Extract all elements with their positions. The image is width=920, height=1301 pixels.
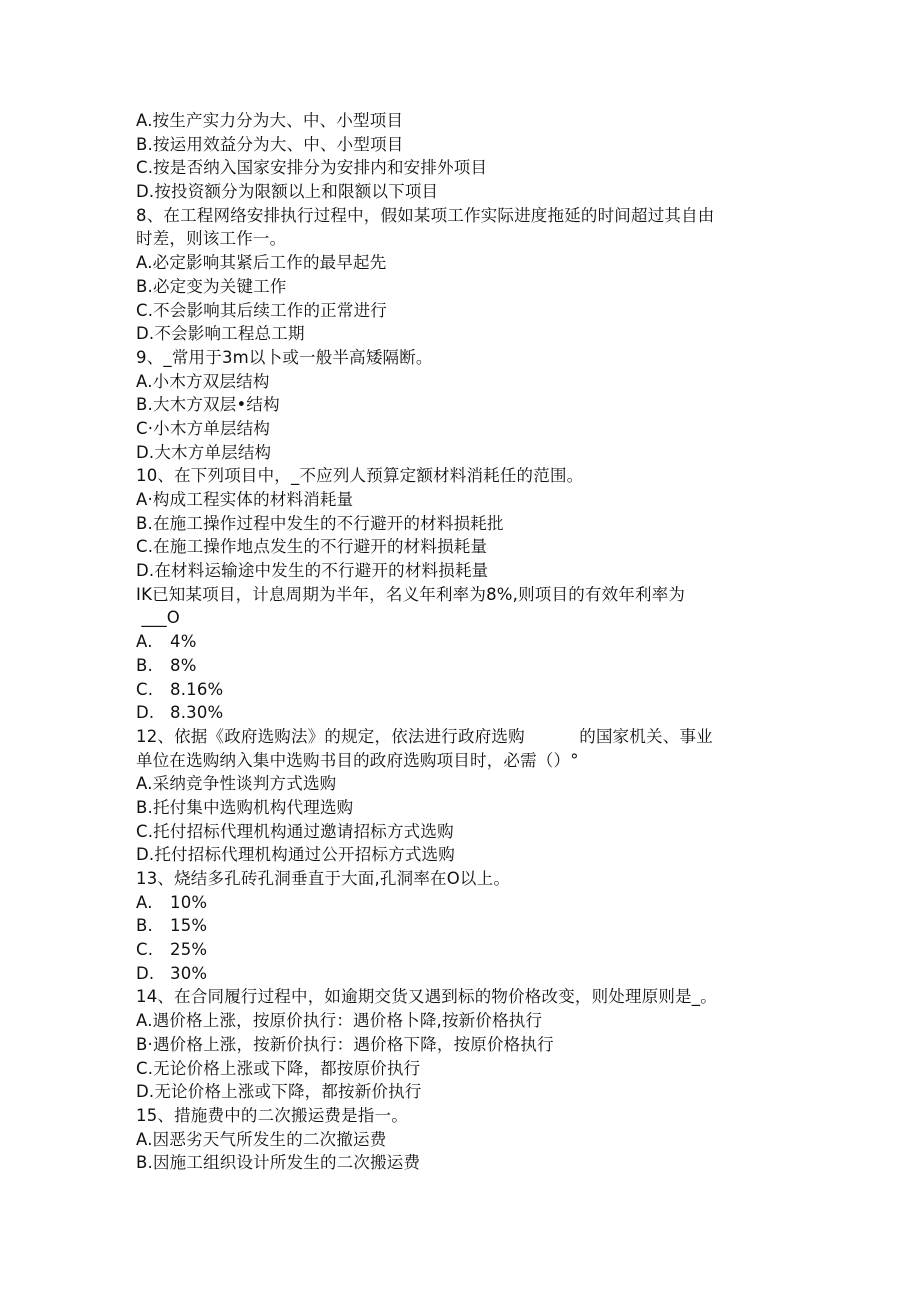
text-line: A.按生产实力分为大、中、小型项目: [136, 111, 404, 130]
option-row: [136, 701, 796, 725]
text-line: D.不会影响工程总工期: [136, 324, 305, 344]
text-line: C.无论价格上涨或下降，都按原价执行: [136, 1058, 421, 1078]
option-value: 10%: [170, 892, 208, 912]
question-8-stem: 8、在工程网络安排执行过程中，假如某项工作实际进度拖延的时间超过其自由: [136, 205, 715, 225]
option-letter: D.: [136, 703, 155, 723]
text-line: A.必定影响其紧后工作的最早起先: [136, 253, 387, 273]
option-value: 15%: [170, 916, 208, 936]
text-line: D.按投资额分为限额以上和限额以下项目: [136, 182, 439, 202]
question-14-stem: 14、在合同履行过程中，如逾期交货又遇到标的物价格改变，则处理原则是_。: [136, 987, 717, 1007]
text-line: B.在施工操作过程中发生的不行避开的材料损耗批: [136, 513, 504, 533]
question-8-stem-cont: 时差，则该工作一。: [136, 229, 287, 249]
option-value: 8.16%: [170, 679, 224, 699]
document-body: [136, 109, 796, 1175]
text-line: D.无论价格上涨或下降，都按新价执行: [136, 1082, 422, 1102]
text-line: A·构成工程实体的材料消耗量: [136, 490, 354, 509]
option-letter: B.: [136, 916, 153, 936]
option-row: [136, 914, 796, 938]
text-line: B.托付集中选购机构代理选购: [136, 797, 354, 817]
text-line: A.采纳竞争性谈判方式选购: [136, 774, 337, 794]
text-line: C.在施工操作地点发生的不行避开的材料损耗量: [136, 537, 488, 557]
option-value: 8%: [170, 655, 197, 675]
option-letter: C.: [136, 940, 154, 960]
text-line: A.因恶劣天气所发生的二次撤运费: [136, 1129, 387, 1149]
option-value: 4%: [170, 632, 197, 652]
option-value: 30%: [170, 963, 208, 983]
option-row: [136, 654, 796, 678]
option-row: [136, 891, 796, 915]
question-10-stem: 10、在下列项目中，_不应列人预算定额材料消耗任的范围。: [136, 466, 584, 486]
option-row: [136, 938, 796, 962]
question-13-stem: 13、烧结多孔砖孔洞垂直于大面,孔洞率在O以上。: [136, 869, 511, 888]
question-11-stem: IK已知某项目，计息周期为半年，名义年利率为8%,则项目的有效年利率为: [136, 584, 686, 604]
text-line: B.因施工组织设计所发生的二次搬运费: [136, 1153, 421, 1173]
text-line: B.大木方双层•结构: [136, 395, 280, 415]
text-line: D.大木方单层结构: [136, 442, 272, 462]
option-value: 25%: [170, 940, 208, 960]
text-line: C.托付招标代理机构通过邀请招标方式选购: [136, 821, 454, 841]
text-line: C.按是否纳入国家安排分为安排内和安排外项目: [136, 158, 488, 178]
option-value: 8.30%: [170, 703, 224, 723]
text-line: C·小木方单层结构: [136, 418, 271, 438]
option-row: [136, 678, 796, 702]
option-row: [136, 962, 796, 986]
question-12-stem-cont: 单位在选购纳入集中选购书目的政府选购项目时，必需（）°: [136, 750, 579, 770]
question-9-stem: 9、_常用于3m以卜或一般半高矮隔断。: [136, 347, 433, 367]
text-line: D.在材料运输途中发生的不行避开的材料损耗量: [136, 561, 489, 581]
text-line: B.按运用效益分为大、中、小型项目: [136, 134, 404, 154]
option-letter: D.: [136, 963, 155, 983]
option-letter: C.: [136, 679, 154, 699]
option-row: [136, 630, 796, 654]
option-letter: B.: [136, 655, 153, 675]
question-15-stem: 15、措施费中的二次搬运费是指一。: [136, 1105, 408, 1125]
question-11-stem-cont: ___O: [136, 608, 180, 628]
text-line: D.托付招标代理机构通过公开招标方式选购: [136, 845, 455, 865]
option-letter: A.: [136, 632, 153, 652]
text-line: A.遇价格上涨，按原价执行：遇价格卜降,按新价格执行: [136, 1011, 543, 1031]
text-line: C.不会影响其后续工作的正常进行: [136, 300, 387, 320]
text-line: B·遇价格上涨，按新价执行：遇价格下降，按原价格执行: [136, 1034, 554, 1054]
option-letter: A.: [136, 892, 153, 912]
text-line: B.必定变为关键工作: [136, 276, 287, 296]
text-line: A.小木方双层结构: [136, 371, 270, 391]
question-12-stem: 12、依据《政府选购法》的规定，依法进行政府选购 的国家机关、事业: [136, 726, 713, 746]
